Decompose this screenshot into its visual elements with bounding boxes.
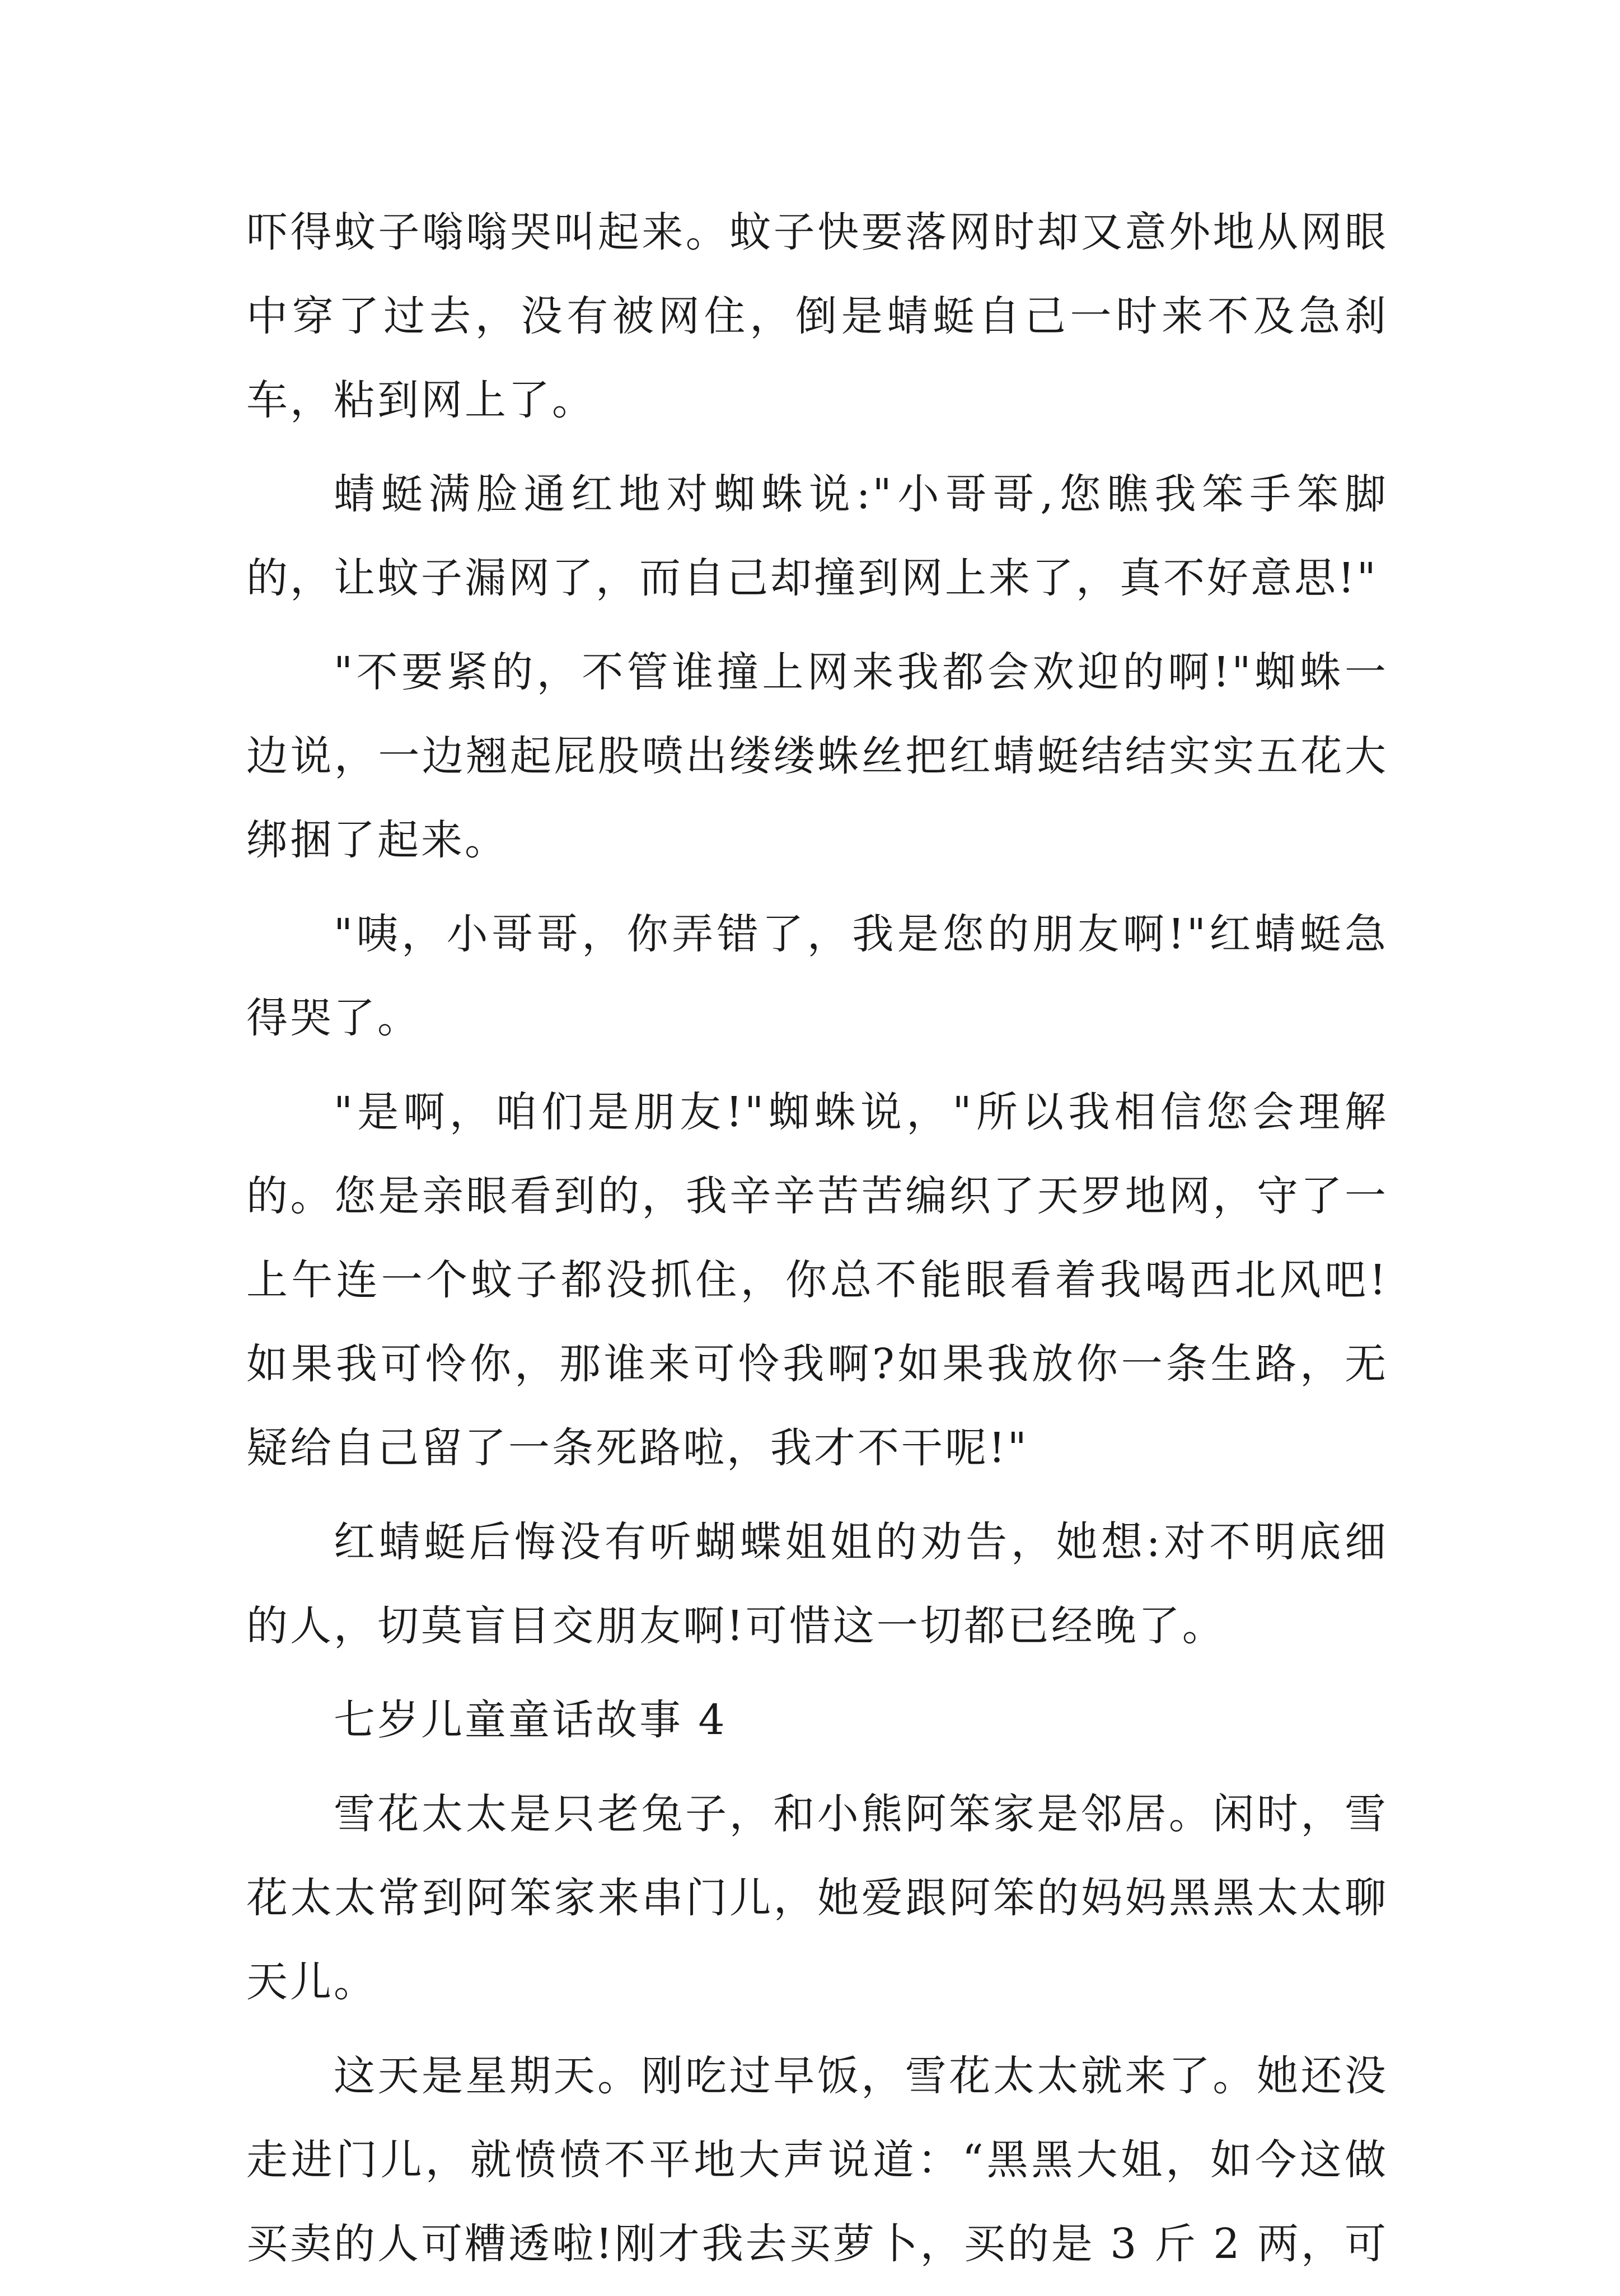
paragraph-7: 雪花太太是只老兔子，和小熊阿笨家是邻居。闲时，雪花太太常到阿笨家来串门儿，她爱跟阿笨的妈妈黑黑太太聊天儿。 <box>246 1790 1388 2006</box>
story-text <box>246 190 1388 2296</box>
paragraph-3: "不要紧的，不管谁撞上网来我都会欢迎的啊!"蜘蛛一边说，一边翘起屁股喷出缕缕蛛丝把红蜻蜓结结实实五花大绑捆了起来。 <box>246 648 1388 864</box>
paragraph-6: 红蜻蜓后悔没有听蝴蝶姐姐的劝告，她想:对不明底细的人，切莫盲目交朋友啊!可惜这一切都已经晚了。 <box>246 1518 1388 1650</box>
paragraph-2: 蜻蜓满脸通红地对蜘蛛说:"小哥哥,您瞧我笨手笨脚的，让蚊子漏网了，而自己却撞到网上来了，真不好意思!" <box>246 470 1388 602</box>
paragraph-8: 这天是星期天。刚吃过早饭，雪花太太就来了。她还没走进门儿，就愤愤不平地大声说道：“黑黑大姐，如今这做买卖的人可糟透啦!刚才我去买萝卜，买的是 3 斤 2 两，可 <box>246 2052 1388 2268</box>
paragraph-4: "咦，小哥哥，你弄错了，我是您的朋友啊!"红蜻蜓急得哭了。 <box>246 910 1388 1042</box>
paragraph-5: "是啊，咱们是朋友!"蜘蛛说，"所以我相信您会理解的。您是亲眼看到的，我辛辛苦苦编织了天罗地网，守了一上午连一个蚊子都没抓住，你总不能眼看着我喝西北风吧!如果我可怜你，那谁来可怜我啊?如果我放你一条生路，无疑给自己留了一条死路啦，我才不干呢!" <box>246 1088 1388 1472</box>
section-heading: 七岁儿童童话故事 4 <box>334 1696 727 1744</box>
paragraph-1: 吓得蚊子嗡嗡哭叫起来。蚊子快要落网时却又意外地从网眼中穿了过去，没有被网住，倒是蜻蜓自己一时来不及急刹车，粘到网上了。 <box>246 208 1388 424</box>
